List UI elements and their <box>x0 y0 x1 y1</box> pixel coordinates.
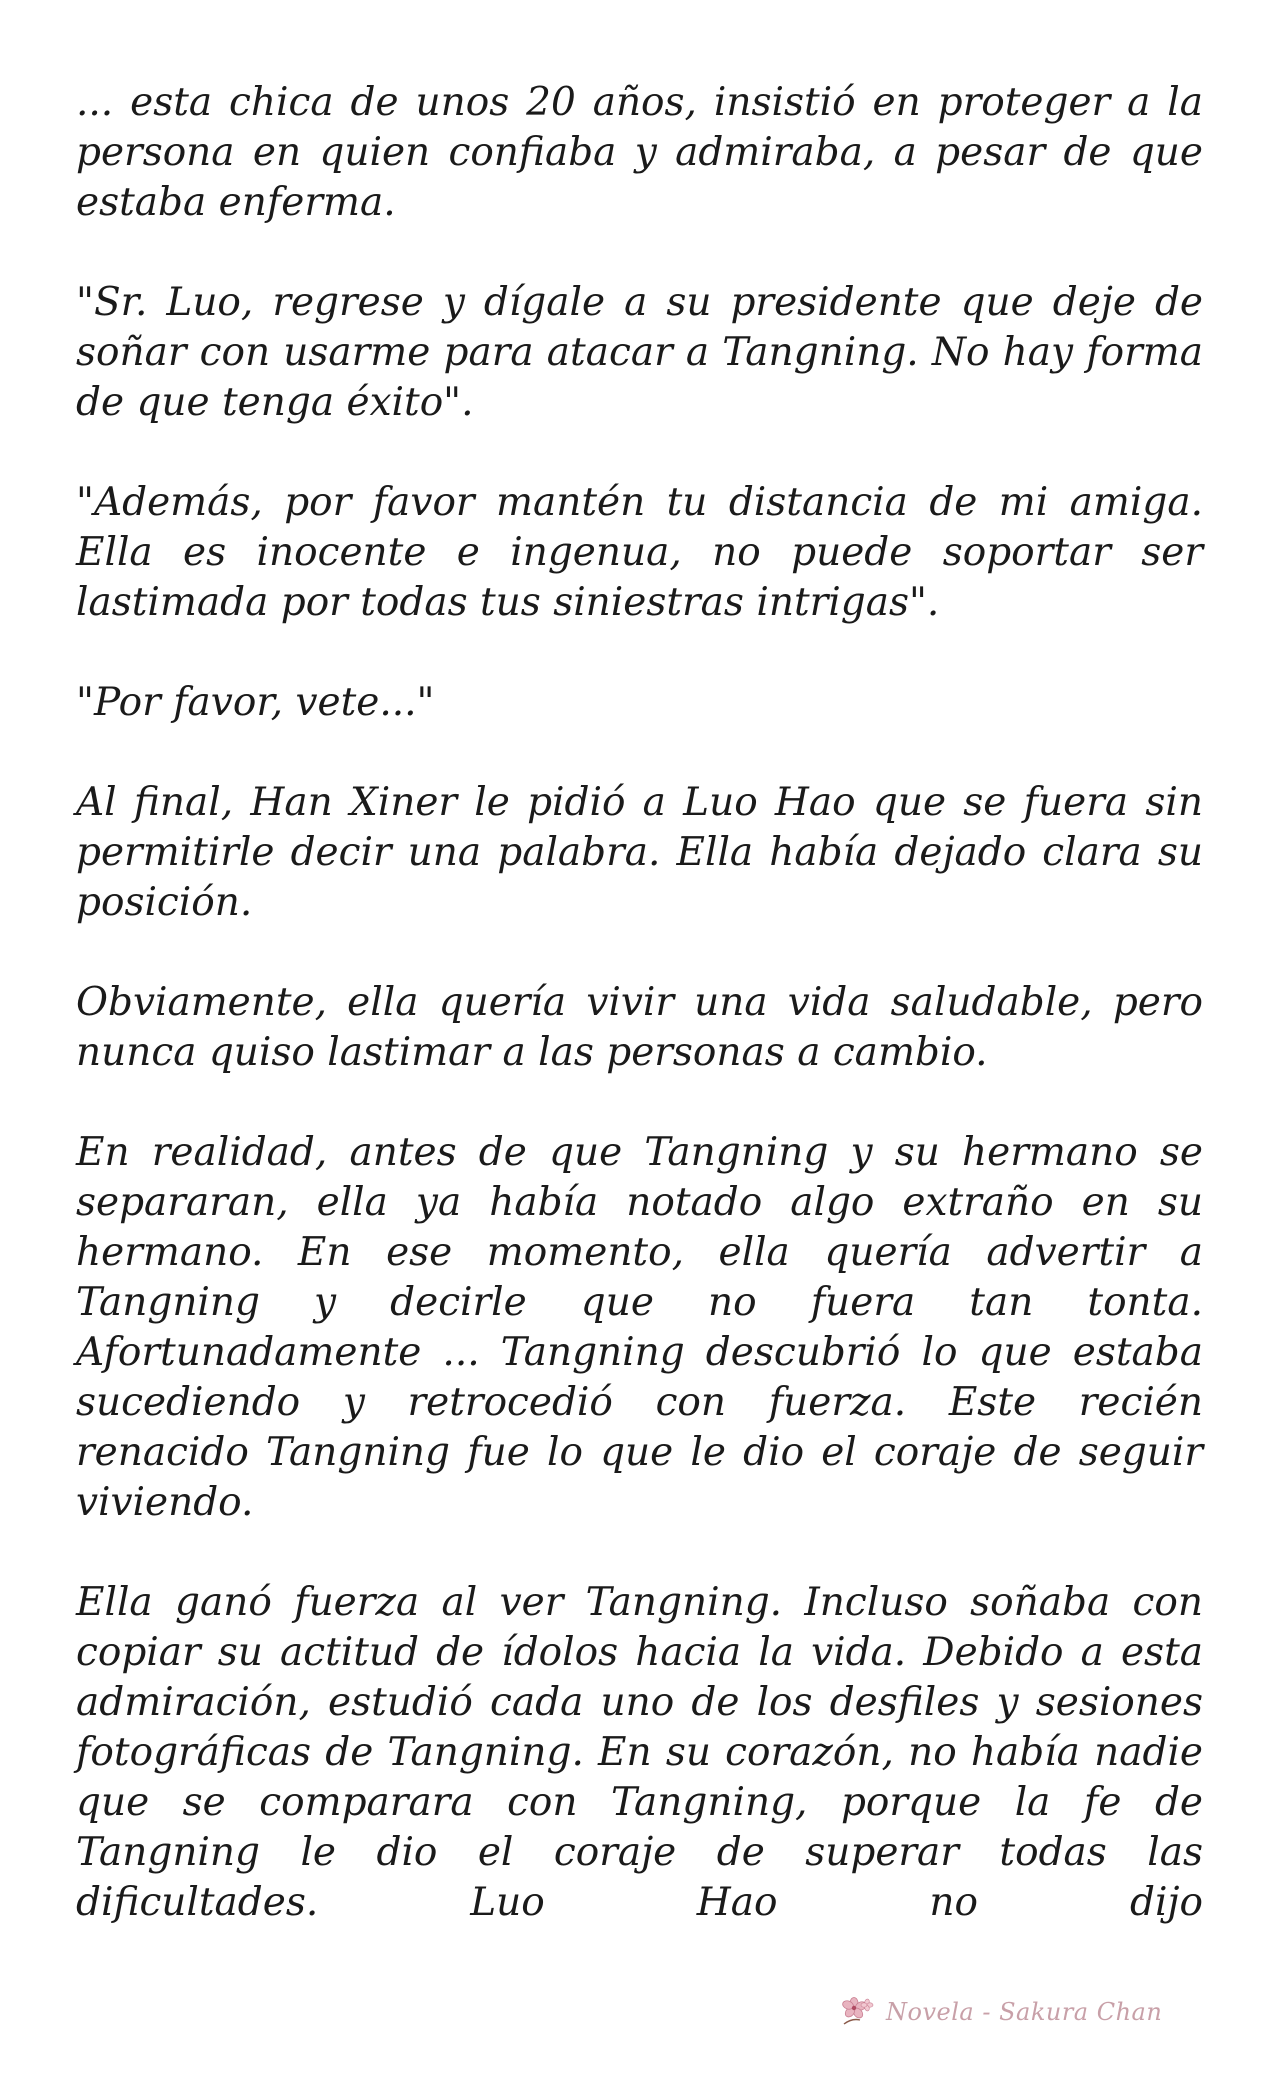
paragraph-3: "Además, por favor mantén tu distancia de mi amiga. Ella es inocente e ingenua, no puede soportar ser lastimada por todas tus siniestras intrigas". <box>76 480 1203 625</box>
watermark <box>840 1990 1162 2034</box>
paragraph-1: ... esta chica de unos 20 años, insistió en proteger a la persona en quien confiaba y admiraba, a pesar de que estaba enferma. <box>76 80 1203 225</box>
watermark-text: Novela - Sakura Chan <box>886 1998 1163 2026</box>
paragraph-4: "Por favor, vete..." <box>76 680 435 725</box>
paragraph-5: Al final, Han Xiner le pidió a Luo Hao que se fuera sin permitirle decir una palabra. Ella había dejado clara su posición. <box>76 780 1203 925</box>
document-body <box>76 78 1203 1928</box>
sakura-flower-icon <box>840 1994 876 2030</box>
paragraph-7: En realidad, antes de que Tangning y su hermano se separaran, ella ya había notado algo extraño en su hermano. En ese momento, ella quería advertir a Tangning y decirle que no fuera tan tonta. Afortunadamente ... Tangning descubrió lo que estaba sucediendo y retrocedió con fuerza. Este recién renacido Tangning fue lo que le dio el coraje de seguir viviendo. <box>76 1130 1203 1525</box>
paragraph-6: Obviamente, ella quería vivir una vida saludable, pero nunca quiso lastimar a las personas a cambio. <box>76 980 1203 1075</box>
paragraph-2: "Sr. Luo, regrese y dígale a su presidente que deje de soñar con usarme para atacar a Tangning. No hay forma de que tenga éxito". <box>76 280 1203 425</box>
paragraph-8: Ella ganó fuerza al ver Tangning. Incluso soñaba con copiar su actitud de ídolos hacia la vida. Debido a esta admiración, estudió cada uno de los desfiles y sesiones fotográficas de Tangning. En su corazón, no había nadie que se comparara con Tangning, porque la fe de Tangning le dio el coraje de superar todas las dificultades. Luo Hao no dijo <box>76 1580 1203 1925</box>
